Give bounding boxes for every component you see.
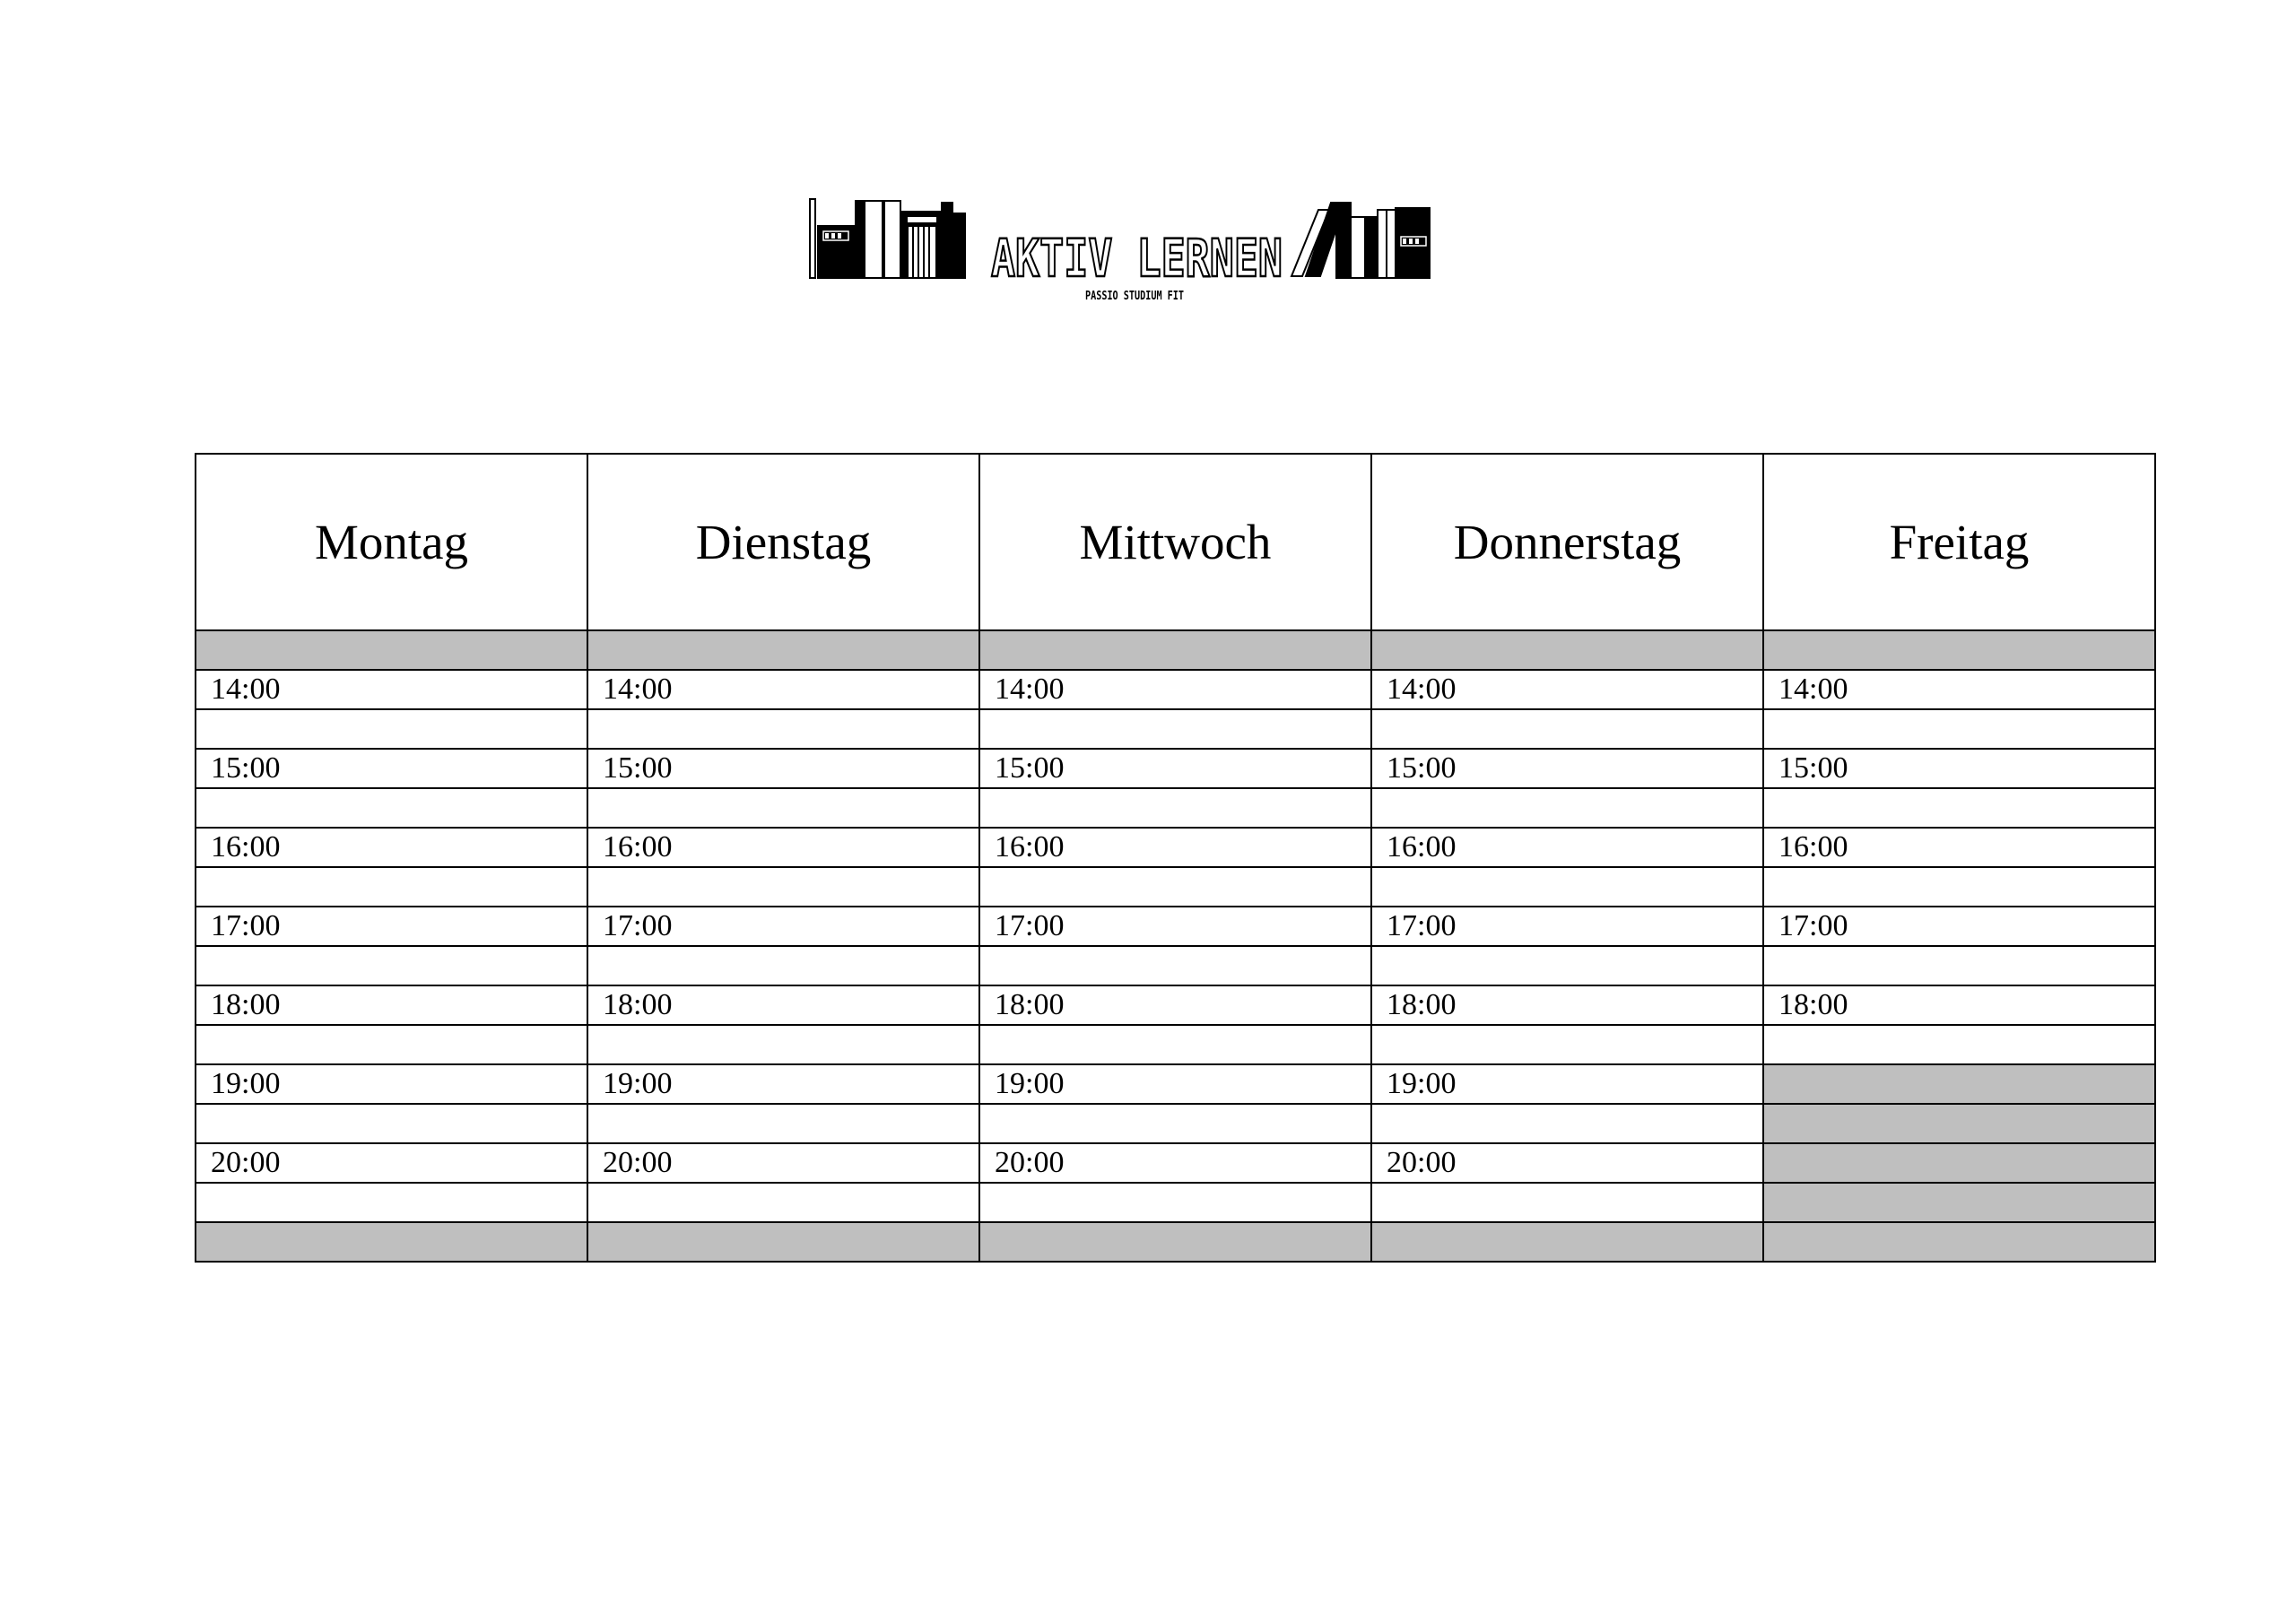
table-row xyxy=(196,828,2155,867)
table-row xyxy=(196,1183,2155,1222)
day-header-mittwoch: Mittwoch xyxy=(979,454,1371,630)
time-cell-donnerstag[interactable] xyxy=(1371,1025,1763,1064)
time-cell-mittwoch[interactable]: 15:00 xyxy=(979,749,1371,788)
time-cell-montag[interactable] xyxy=(196,1025,587,1064)
time-cell-mittwoch[interactable]: 14:00 xyxy=(979,670,1371,709)
time-cell-mittwoch[interactable]: 17:00 xyxy=(979,907,1371,946)
time-cell-mittwoch[interactable] xyxy=(979,1025,1371,1064)
time-cell-donnerstag[interactable]: 16:00 xyxy=(1371,828,1763,867)
time-cell-donnerstag[interactable]: 18:00 xyxy=(1371,985,1763,1025)
time-cell-dienstag[interactable]: 19:00 xyxy=(587,1064,979,1104)
table-row xyxy=(196,749,2155,788)
time-cell-montag[interactable] xyxy=(196,709,587,749)
logo-title: AKTIV LERNEN xyxy=(991,228,1283,289)
time-cell-donnerstag[interactable]: 17:00 xyxy=(1371,907,1763,946)
time-cell-montag[interactable]: 16:00 xyxy=(196,828,587,867)
time-cell-donnerstag[interactable]: 20:00 xyxy=(1371,1143,1763,1183)
time-cell-donnerstag[interactable] xyxy=(1371,946,1763,985)
time-cell-mittwoch[interactable] xyxy=(979,709,1371,749)
table-row xyxy=(196,1025,2155,1064)
time-cell-mittwoch[interactable] xyxy=(979,946,1371,985)
time-cell-montag[interactable]: 14:00 xyxy=(196,670,587,709)
time-cell-dienstag[interactable] xyxy=(587,867,979,907)
time-cell-montag[interactable]: 15:00 xyxy=(196,749,587,788)
table-row xyxy=(196,985,2155,1025)
time-cell-dienstag[interactable] xyxy=(587,630,979,670)
time-cell-donnerstag[interactable]: 15:00 xyxy=(1371,749,1763,788)
time-cell-donnerstag[interactable] xyxy=(1371,867,1763,907)
table-row xyxy=(196,1104,2155,1143)
time-cell-montag[interactable]: 20:00 xyxy=(196,1143,587,1183)
schedule-table xyxy=(195,453,2156,1263)
table-row xyxy=(196,630,2155,670)
time-cell-montag[interactable] xyxy=(196,946,587,985)
header-row xyxy=(196,454,2155,630)
time-cell-montag[interactable] xyxy=(196,867,587,907)
time-cell-freitag[interactable] xyxy=(1763,1064,2155,1104)
table-row xyxy=(196,946,2155,985)
time-cell-freitag[interactable]: 15:00 xyxy=(1763,749,2155,788)
time-cell-donnerstag[interactable] xyxy=(1371,1222,1763,1262)
table-row xyxy=(196,670,2155,709)
time-cell-freitag[interactable] xyxy=(1763,1025,2155,1064)
day-header-freitag: Freitag xyxy=(1763,454,2155,630)
time-cell-montag[interactable]: 19:00 xyxy=(196,1064,587,1104)
time-cell-freitag[interactable] xyxy=(1763,867,2155,907)
day-header-donnerstag: Donnerstag xyxy=(1371,454,1763,630)
time-cell-donnerstag[interactable]: 19:00 xyxy=(1371,1064,1763,1104)
time-cell-dienstag[interactable]: 16:00 xyxy=(587,828,979,867)
day-header-dienstag: Dienstag xyxy=(587,454,979,630)
time-cell-dienstag[interactable] xyxy=(587,788,979,828)
time-cell-freitag[interactable] xyxy=(1763,1222,2155,1262)
table-row xyxy=(196,907,2155,946)
time-cell-montag[interactable] xyxy=(196,788,587,828)
time-cell-mittwoch[interactable]: 20:00 xyxy=(979,1143,1371,1183)
time-cell-mittwoch[interactable]: 16:00 xyxy=(979,828,1371,867)
time-cell-dienstag[interactable]: 20:00 xyxy=(587,1143,979,1183)
table-row xyxy=(196,1222,2155,1262)
time-cell-montag[interactable] xyxy=(196,1183,587,1222)
time-cell-montag[interactable] xyxy=(196,1104,587,1143)
time-cell-freitag[interactable] xyxy=(1763,1104,2155,1143)
time-cell-mittwoch[interactable] xyxy=(979,1222,1371,1262)
time-cell-dienstag[interactable] xyxy=(587,1104,979,1143)
time-cell-donnerstag[interactable] xyxy=(1371,1104,1763,1143)
time-cell-mittwoch[interactable]: 18:00 xyxy=(979,985,1371,1025)
schedule-body xyxy=(196,630,2155,1262)
time-cell-freitag[interactable] xyxy=(1763,946,2155,985)
time-cell-dienstag[interactable] xyxy=(587,1025,979,1064)
time-cell-dienstag[interactable] xyxy=(587,946,979,985)
time-cell-mittwoch[interactable] xyxy=(979,788,1371,828)
time-cell-mittwoch[interactable] xyxy=(979,1104,1371,1143)
table-row xyxy=(196,867,2155,907)
time-cell-freitag[interactable] xyxy=(1763,709,2155,749)
logo-subtitle: PASSIO STUDIUM FIT xyxy=(1085,290,1185,303)
table-row xyxy=(196,709,2155,749)
table-row xyxy=(196,1064,2155,1104)
time-cell-freitag[interactable]: 18:00 xyxy=(1763,985,2155,1025)
time-cell-donnerstag[interactable]: 14:00 xyxy=(1371,670,1763,709)
time-cell-freitag[interactable] xyxy=(1763,1143,2155,1183)
time-cell-freitag[interactable] xyxy=(1763,630,2155,670)
time-cell-donnerstag[interactable] xyxy=(1371,788,1763,828)
time-cell-dienstag[interactable]: 18:00 xyxy=(587,985,979,1025)
time-cell-donnerstag[interactable] xyxy=(1371,630,1763,670)
time-cell-dienstag[interactable] xyxy=(587,1222,979,1262)
time-cell-montag[interactable]: 17:00 xyxy=(196,907,587,946)
time-cell-freitag[interactable] xyxy=(1763,788,2155,828)
time-cell-mittwoch[interactable] xyxy=(979,630,1371,670)
books-right-icon xyxy=(1292,203,1430,278)
time-cell-montag[interactable] xyxy=(196,630,587,670)
time-cell-freitag[interactable]: 14:00 xyxy=(1763,670,2155,709)
time-cell-dienstag[interactable]: 15:00 xyxy=(587,749,979,788)
day-header-montag: Montag xyxy=(196,454,587,630)
time-cell-mittwoch[interactable] xyxy=(979,867,1371,907)
time-cell-freitag[interactable]: 17:00 xyxy=(1763,907,2155,946)
books-left-icon xyxy=(810,199,965,278)
time-cell-donnerstag[interactable] xyxy=(1371,709,1763,749)
time-cell-mittwoch[interactable]: 19:00 xyxy=(979,1064,1371,1104)
time-cell-donnerstag[interactable] xyxy=(1371,1183,1763,1222)
table-row xyxy=(196,1143,2155,1183)
time-cell-freitag[interactable] xyxy=(1763,1183,2155,1222)
time-cell-mittwoch[interactable] xyxy=(979,1183,1371,1222)
time-cell-dienstag[interactable]: 14:00 xyxy=(587,670,979,709)
time-cell-dienstag[interactable] xyxy=(587,709,979,749)
time-cell-montag[interactable] xyxy=(196,1222,587,1262)
logo xyxy=(807,190,1453,307)
time-cell-freitag[interactable]: 16:00 xyxy=(1763,828,2155,867)
table-row xyxy=(196,788,2155,828)
time-cell-montag[interactable]: 18:00 xyxy=(196,985,587,1025)
time-cell-dienstag[interactable] xyxy=(587,1183,979,1222)
time-cell-dienstag[interactable]: 17:00 xyxy=(587,907,979,946)
